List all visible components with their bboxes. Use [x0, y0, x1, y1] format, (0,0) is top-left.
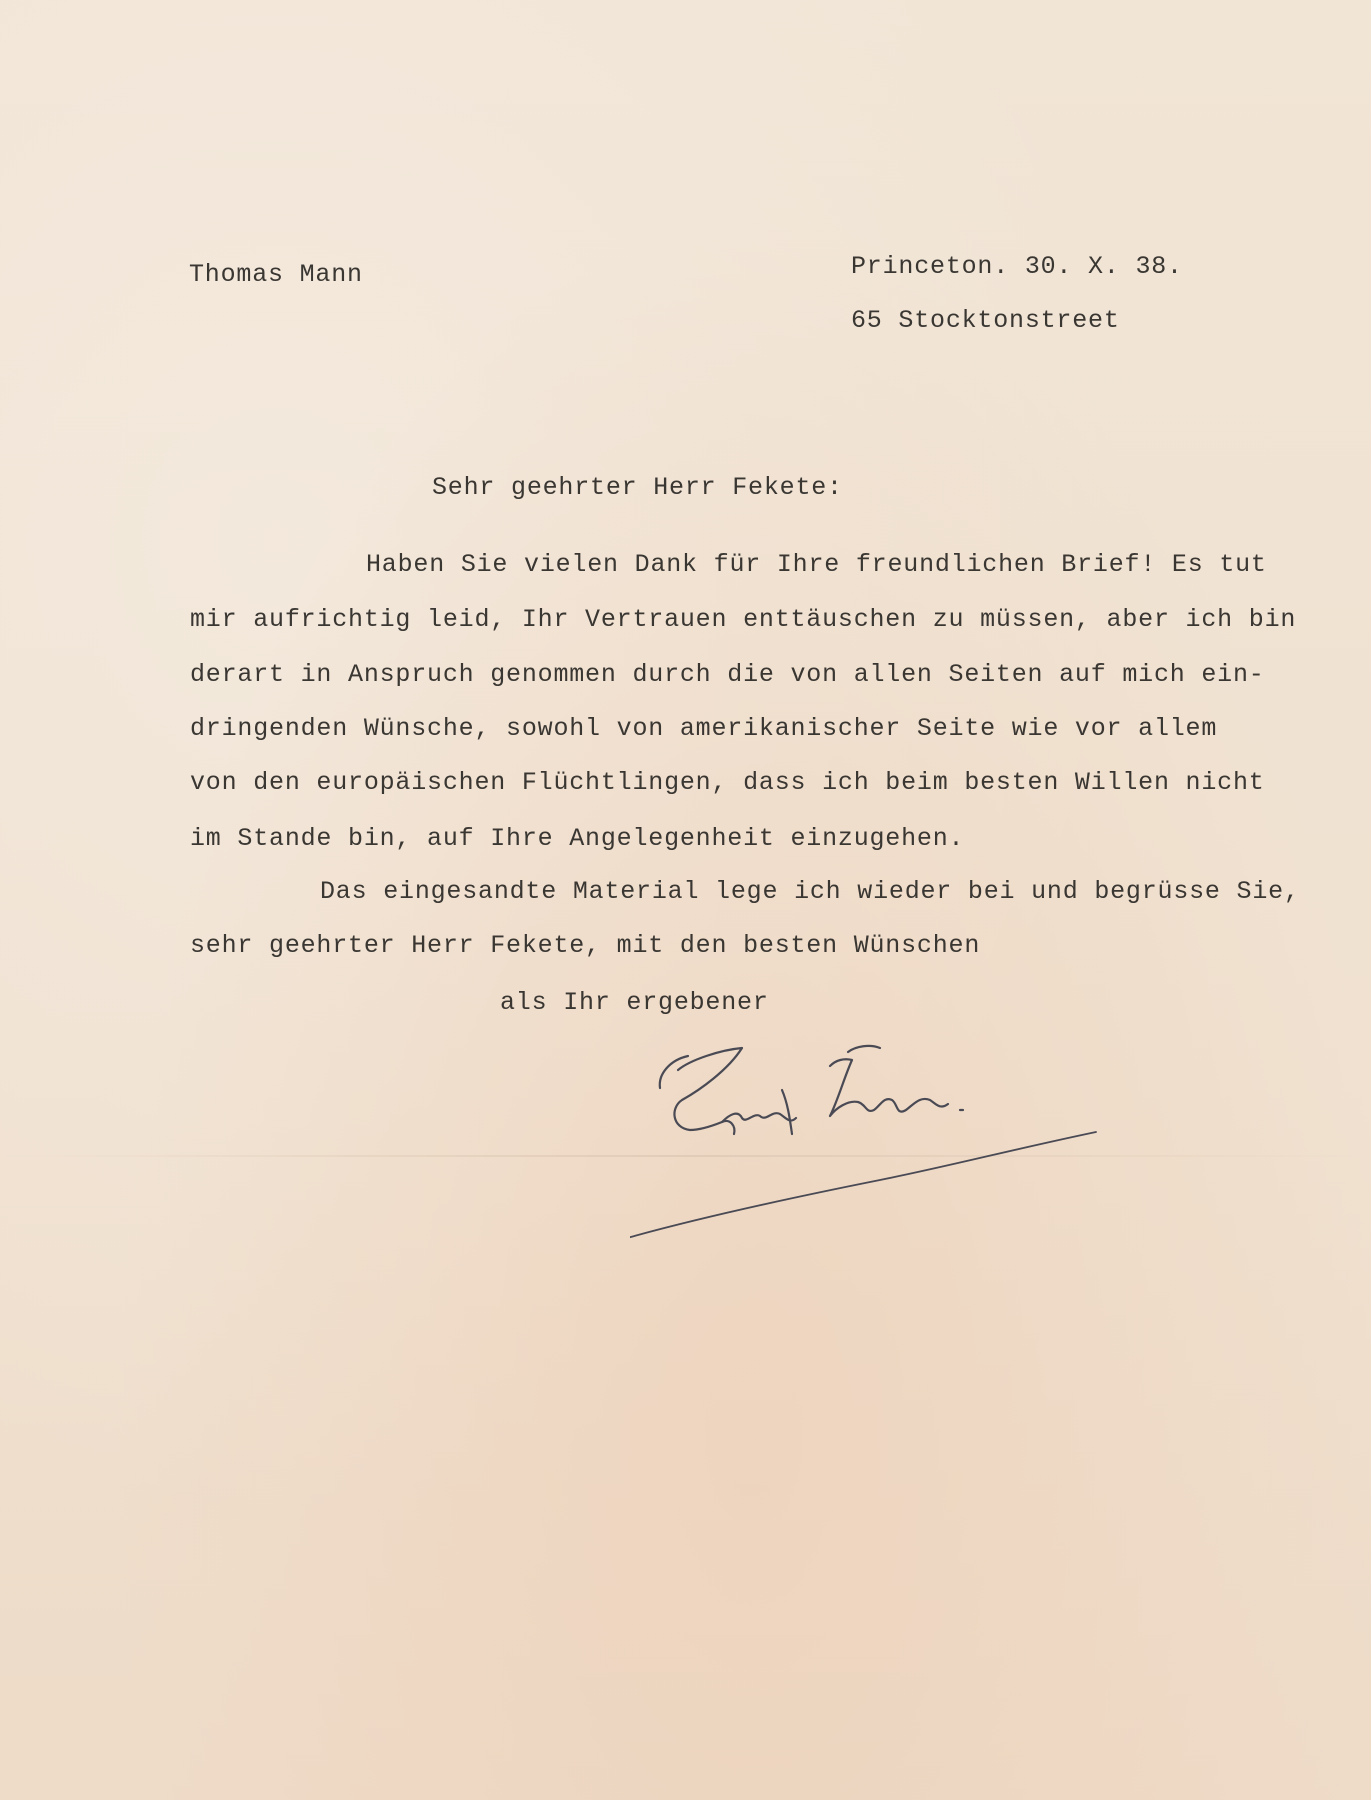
body-line: mir aufrichtig leid, Ihr Vertrauen enttäuschen zu müssen, aber ich bin: [190, 605, 1297, 634]
salutation: Sehr geehrter Herr Fekete:: [432, 473, 843, 502]
body-line: von den europäischen Flüchtlingen, dass ich beim besten Willen nicht: [190, 768, 1265, 797]
street-address: 65 Stocktonstreet: [851, 306, 1120, 335]
signature: [630, 1030, 1110, 1250]
sender-name: Thomas Mann: [189, 260, 363, 289]
closing: als Ihr ergebener: [500, 988, 769, 1017]
body-line: Das eingesandte Material lege ich wieder bei und begrüsse Sie,: [320, 877, 1300, 906]
body-line: dringenden Wünsche, sowohl von amerikanischer Seite wie vor allem: [190, 714, 1218, 743]
body-line: im Stande bin, auf Ihre Angelegenheit einzugehen.: [190, 824, 965, 853]
body-line: Haben Sie vielen Dank für Ihre freundlichen Brief! Es tut: [366, 550, 1267, 579]
body-line: derart in Anspruch genommen durch die von allen Seiten auf mich ein-: [190, 660, 1265, 689]
place-date: Princeton. 30. X. 38.: [851, 252, 1183, 281]
body-line: sehr geehrter Herr Fekete, mit den besten Wünschen: [190, 931, 981, 960]
